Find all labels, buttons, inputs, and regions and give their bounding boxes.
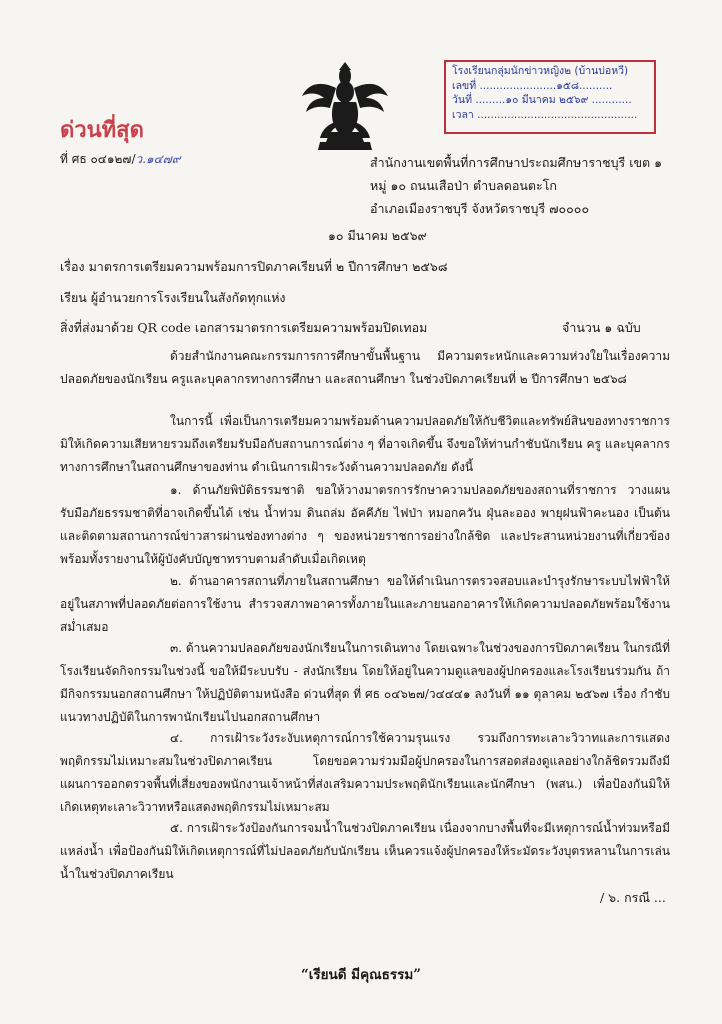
document-number-label: ที่ ศธ ๐๔๑๒๗/: [60, 152, 136, 166]
paragraph-purpose: ในการนี้ เพื่อเป็นการเตรียมความพร้อมด้านความปลอดภัยให้กับชีวิตและทรัพย์สินของทางราชการมิให้เกิดความเสียหายรวมถึงเตรียมรับมือกับสถานการณ์ต่าง ๆ ที่อาจเกิดขึ้น จึงขอให้ท่านกำชับนักเรียน ครู และบุคลากรทางการศึกษาในสถานศึกษาของท่าน ดำเนินการเฝ้าระวังด้านความปลอดภัย ดังนี้: [60, 414, 670, 474]
urgency-mark: ด่วนที่สุด: [60, 118, 144, 143]
enclosure-line: สิ่งที่ส่งมาด้วย QR code เอกสารมาตรการเตรียมความพร้อมปิดเทอม: [60, 320, 428, 335]
stamp-number: เลขที่ .......................๑๕๘..........: [452, 79, 613, 92]
office-address-line2: อำเภอเมืองราชบุรี จังหวัดราชบุรี ๗๐๐๐๐: [370, 201, 590, 216]
motto: “เรียนดี มีคุณธรรม”: [300, 967, 422, 983]
letter-date: ๑๐ มีนาคม ๒๕๖๙: [328, 228, 427, 243]
stamp-school: โรงเรียนกลุ่มนักข่าวหญิง๒ (บ้านบ่อหวี): [452, 65, 629, 77]
document-number-handwritten: ว.๑๔๗๙: [135, 152, 181, 166]
paragraph-intro: ด้วยสำนักงานคณะกรรมการการศึกษาขั้นพื้นฐาน มีความตระหนักและความห่วงใยในเรื่องความปลอดภัยของนักเรียน ครูและบุคลากรทางการศึกษา และสถานศึกษา ในช่วงปิดภาคเรียนที่ ๒ ปีการศึกษา ๒๕๖๘: [60, 349, 670, 386]
stamp-date: วันที่ .........๑๐ มีนาคม ๒๕๖๙ ............: [452, 94, 632, 106]
document-number: [60, 150, 181, 169]
garuda-emblem-icon: [300, 62, 390, 154]
stamp-time: เวลา ................................................: [452, 108, 638, 121]
paragraph-item-3: ๓. ด้านความปลอดภัยของนักเรียนในการเดินทาง โดยเฉพาะในช่วงของการปิดภาคเรียน ในกรณีที่โรงเรียนจัดกิจกรรมในช่วงนี้ ขอให้มีระบบรับ - ส่งนักเรียน โดยให้อยู่ในความดูแลของผู้ปกครองและโรงเรียนร่วมกัน ถ้ามีกิจกรรมนอกสถานศึกษา ให้ปฏิบัติตามหนังสือ ด่วนที่สุด ที่ ศธ ๐๔๖๒๗/ว๔๔๔๑ ลงวันที่ ๑๑ ตุลาคม ๒๕๖๗ เรื่อง กำชับแนวทางปฏิบัติในการพานักเรียนไปนอกสถานศึกษา: [60, 641, 671, 724]
office-address-line1: หมู่ ๑๐ ถนนเสือป่า ตำบลดอนตะโก: [370, 178, 557, 193]
subject-line: เรื่อง มาตรการเตรียมความพร้อมการปิดภาคเรียนที่ ๒ ปีการศึกษา ๒๕๖๘: [60, 259, 448, 274]
paragraph-item-5: ๕. การเฝ้าระวังป้องกันการจมน้ำในช่วงปิดภาคเรียน เนื่องจากบางพื้นที่จะมีเหตุการณ์น้ำท่วมหรือมีแหล่งน้ำ เพื่อป้องกันมิให้เกิดเหตุการณ์ที่ไม่ปลอดภัยกับนักเรียน เห็นควรแจ้งผู้ปกครองให้ระมัดระวังบุตรหลานในการเล่นน้ำในช่วงปิดภาคเรียน: [60, 821, 670, 881]
continued-marker: / ๖. กรณี ...: [600, 890, 666, 905]
enclosure-count: จำนวน ๑ ฉบับ: [562, 320, 641, 335]
addressee-line: เรียน ผู้อำนวยการโรงเรียนในสังกัดทุกแห่ง: [60, 290, 286, 305]
paragraph-item-1: ๑. ด้านภัยพิบัติธรรมชาติ ขอให้วางมาตรการรักษาความปลอดภัยของสถานที่ราชการ วางแผนรับมือภัยธรรมชาติที่อาจเกิดขึ้นได้ เช่น น้ำท่วม ดินถล่ม อัคคีภัย ไฟป่า หมอกควัน ฝุ่นละออง พายุฝนฟ้าคะนอง เป็นต้น และติดตามสถานการณ์ข่าวสารผ่านช่องทางต่าง ๆ ของหน่วยราชการอย่างใกล้ชิด และประสานหน่วยงานที่เกี่ยวข้องพร้อมทั้งรายงานให้ผู้บังคับบัญชาทราบตามลำดับเมื่อเกิดเหตุ: [60, 483, 670, 566]
paragraph-item-2: ๒. ด้านอาคารสถานที่ภายในสถานศึกษา ขอให้ดำเนินการตรวจสอบและบำรุงรักษาระบบไฟฟ้าให้อยู่ในสภาพที่ปลอดภัยต่อการใช้งาน สำรวจสภาพอาคารทั้งภายในและภายนอกอาคารให้เกิดความปลอดภัยพร้อมใช้งานสม่ำเสมอ: [60, 574, 670, 634]
paragraph-item-4: ๔. การเฝ้าระวังระงับเหตุการณ์การใช้ความรุนแรง รวมถึงการทะเลาะวิวาทและการแสดงพฤติกรรมไม่เหมาะสมในช่วงปิดภาคเรียน โดยขอความร่วมมือผู้ปกครองในการสอดส่องดูแลอย่างใกล้ชิดรวมถึงมีแผนการออกตรวจพื้นที่เสี่ยงของพนักงานเจ้าหน้าที่ส่งเสริมความประพฤตินักเรียนและนักศึกษา (พสน.) เพื่อป้องกันมิให้เกิดเหตุทะเลาะวิวาทหรือแสดงพฤติกรรมไม่เหมาะสม: [60, 731, 670, 814]
receipt-stamp: [444, 60, 656, 134]
office-name: สำนักงานเขตพื้นที่การศึกษาประถมศึกษาราชบุรี เขต ๑: [370, 155, 663, 170]
